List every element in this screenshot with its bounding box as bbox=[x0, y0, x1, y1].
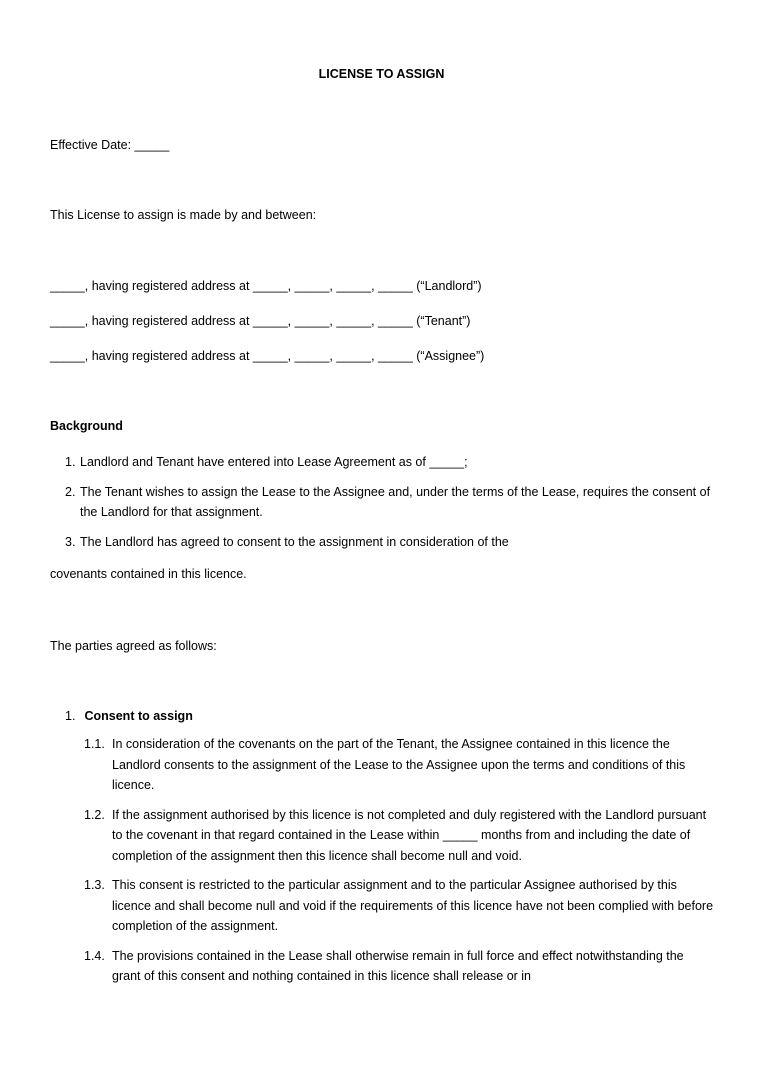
background-item-number: 3. bbox=[65, 534, 76, 549]
background-item-text: The Landlord has agreed to consent to the assignment in consideration of the bbox=[80, 534, 509, 549]
background-item bbox=[50, 482, 715, 523]
party-assignee-line: _____, having registered address at _____, _____, _____, _____ (“Assignee”) bbox=[50, 349, 485, 363]
subclause-list bbox=[84, 734, 714, 996]
background-continuation-line: covenants contained in this licence. bbox=[50, 567, 247, 581]
subclause-text: In consideration of the covenants on the part of the Tenant, the Assignee contained in this licence the Landlord consents to the assignment of the Lease to the Assignee upon the terms and conditions of this licence. bbox=[112, 737, 686, 792]
background-item-text: The Tenant wishes to assign the Lease to the Assignee and, under the terms of the Lease, requires the consent of the Landlord for that assignment. bbox=[80, 484, 711, 519]
subclause-number: 1.2. bbox=[84, 807, 105, 822]
background-item-text: Landlord and Tenant have entered into Lease Agreement as of _____; bbox=[80, 455, 468, 469]
background-list bbox=[50, 452, 715, 561]
background-heading: Background bbox=[50, 419, 123, 433]
clause-number: 1. bbox=[65, 709, 76, 723]
background-item bbox=[50, 452, 715, 473]
party-tenant-line: _____, having registered address at _____, _____, _____, _____ (“Tenant”) bbox=[50, 314, 471, 328]
background-item-number: 2. bbox=[65, 484, 76, 499]
subclause-item bbox=[84, 946, 714, 987]
subclause-item bbox=[84, 734, 714, 796]
agreed-line: The parties agreed as follows: bbox=[50, 639, 217, 653]
subclause-number: 1.4. bbox=[84, 948, 105, 963]
effective-date-line: Effective Date: _____ bbox=[50, 138, 170, 152]
intro-line: This License to assign is made by and between: bbox=[50, 208, 317, 222]
subclause-item bbox=[84, 805, 714, 867]
party-landlord-line: _____, having registered address at _____, _____, _____, _____ (“Landlord”) bbox=[50, 279, 482, 293]
background-item bbox=[50, 532, 715, 553]
subclause-text: If the assignment authorised by this licence is not completed and duly registered with the Landlord pursuant to the covenant in that regard contained in the Lease within _____ months from and including the date of completion of the assignment then this licence shall become null and void. bbox=[112, 807, 707, 863]
subclause-number: 1.3. bbox=[84, 878, 105, 892]
document-title: LICENSE TO ASSIGN bbox=[318, 67, 445, 81]
subclause-number: 1.1. bbox=[84, 737, 105, 751]
clause-title: Consent to assign bbox=[84, 709, 193, 723]
subclause-item bbox=[84, 875, 714, 937]
subclause-text: This consent is restricted to the particular assignment and to the particular Assignee authorised by this licence and shall become null and void if the requirements of this licence have not been complied with before completion of the assignment. bbox=[112, 878, 714, 933]
background-item-number: 1. bbox=[65, 455, 76, 469]
subclause-text: The provisions contained in the Lease shall otherwise remain in full force and effect notwithstanding the grant of this consent and nothing contained in this licence shall release or in bbox=[112, 948, 684, 983]
clause-heading bbox=[65, 706, 193, 727]
